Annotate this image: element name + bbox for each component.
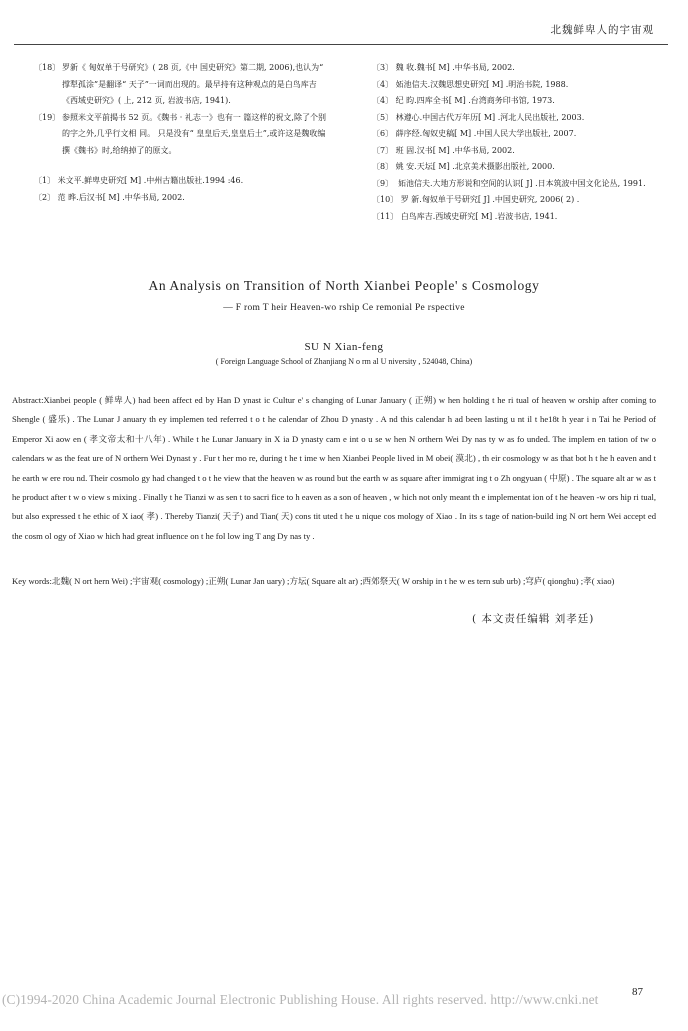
reference-text: 妬池信夫.汉魏思想史研究[ M] .明治书院, 1988. [395, 79, 569, 89]
reference-item [372, 192, 662, 209]
spacer [34, 159, 332, 173]
left-column [34, 60, 332, 206]
reference-text: 林遵心.中国古代万年历[ M] .河北人民出版社, 2003. [395, 112, 585, 122]
reference-number: 〔9〕 [372, 178, 394, 188]
english-subtitle: — F rom T heir Heaven-wo rship Ce remonial Pe rspective [223, 303, 465, 313]
keywords-text: 北魏( N ort hern Wei) ;宇宙观( cosmology) ;正朔( Lunar Jan uary) ;方坛( Square alt ar) ;西郊祭天( W orship in t he w es tern sub urb) ;穹庐( qionghu) ;孝( xiao) [51, 576, 615, 586]
reference-item [372, 60, 662, 77]
reference-item [34, 173, 332, 190]
reference-item [372, 77, 662, 94]
reference-item [372, 126, 662, 143]
footnote-number: 〔18〕 [34, 63, 61, 72]
reference-number: 〔6〕 [372, 129, 394, 138]
footnote-text: 参照米文平前揭书 52 页。《魏书 · 礼志一》也有一 篇这样的祝文,除了个别的字之外,几乎行文相 同。 只是没有“ 皇皇后天,皇皇后土”,或许这是魏收编撰《魏书》时,给纳掉了的原文。 [62, 112, 326, 155]
english-title: An Analysis on Transition of North Xianbei People' s Cosmology [148, 278, 540, 293]
reference-item [372, 143, 662, 160]
footnote [34, 110, 332, 160]
keywords-label: Key words: [12, 576, 52, 586]
reference-text: 薛序经.匈奴史稿[ M] .中国人民大学出版社, 2007. [395, 129, 577, 138]
reference-number: 〔8〕 [372, 162, 394, 171]
abstract-text: Xianbei people ( 鲜卑人) had been affect ed by Han D ynast ic Cultur e' s changing of Lunar January ( 正朔) w hen holding t he ri tual of heaven w orship after coming to Shengle ( 盛乐) . The Lunar J anuary th ey implemen ted referred t o t he calendar of Zhou D ynasty . A nd this calendar h ad been lasting u nt il t he18t h year i n Tai he Period of Emperor Xi aow en ( 孝文帝太和十八年) . While t he Lunar January in X ia D ynasty cam e int o u se w hen N orthern Wei Dy nas ty w as fo unded. The implem en tation of tw o calendars w as the feat ure of N orthern Wei Dynast y . Fur t her mo re, during t he t ime w hen Xianbei People lived in M obei( 漠北) , th eir cosmology w as that bot h t he h eaven and t he earth w ere rou nd. Their cosmolo gy had changed t o t he view that the heaven w as round but the earth w as square after immigrat ing t o Zh ongyuan ( 中原) . The square alt ar w as t he product after t w o view s mixing . Finally t he Tianzi w as sen t to sacri fice to h eaven as a son of heaven , w hich not only meant th e implementat ion of t he heaven -w ors hip ri tual, but also expressed t he ethic of X iao( 孝) . Thereby Tianzi( 天子) and Tian( 天) cons tit uted t he u nique cos mology of Xiao . In its s tage of nation-build ing N ort hern Wei accept ed the cosm ol ogy of Xiao w hich had great influence on t he fol low ing T ang Dy nas ty . [12, 395, 656, 541]
copyright-watermark: (C)1994-2020 China Academic Journal Electronic Publishing House. All rights reserved. http://www.cnki.net [2, 992, 599, 1007]
abstract [12, 391, 656, 546]
author-name: SU N Xian-feng [304, 341, 384, 353]
reference-text: 纪 昀.四库全书[ M] .台湾商务印书馆, 1973. [395, 96, 555, 105]
reference-number: 〔4〕 [372, 79, 394, 89]
responsible-editor: ( 本文责任编辑 刘孝廷) [472, 613, 595, 625]
running-head: 北魏鲜卑人的宇宙观 [550, 24, 654, 36]
reference-item [34, 190, 332, 207]
author-affiliation: ( Foreign Language School of Zhanjiang N o rm al U niversity , 524048, China) [215, 357, 473, 366]
reference-number: 〔3〕 [372, 63, 394, 72]
reference-item [372, 176, 662, 193]
reference-number: 〔2〕 [34, 192, 56, 202]
reference-item [372, 209, 662, 226]
reference-text: 范 晔.后汉书[ M] .中华书局, 2002. [57, 192, 185, 202]
reference-text: 白鸟库吉.西域史研究[ M] .岩波书店, 1941. [400, 211, 558, 221]
reference-text: 妬池信夫.大地方形说和空间的认识[ J] .日本筑波中国文化论丛, 1991. [398, 178, 646, 188]
footnote-number: 〔19〕 [34, 112, 61, 122]
reference-text: 罗 新.匈奴单于号研究[ J] .中国史研究, 2006( 2) . [400, 195, 580, 204]
keywords [12, 572, 656, 591]
reference-item [372, 159, 662, 176]
abstract-label: Abstract: [12, 395, 44, 405]
reference-text: 魏 收.魏书[ M] .中华书局, 2002. [395, 63, 515, 72]
reference-text: 米文平.鲜卑史研究[ M] .中州古籍出版社.1994 :46. [57, 176, 244, 185]
reference-number: 〔7〕 [372, 145, 394, 155]
page-number: 87 [632, 986, 643, 998]
reference-number: 〔10〕 [372, 195, 399, 204]
reference-item [372, 110, 662, 127]
reference-number: 〔1〕 [34, 176, 56, 185]
header-rule [14, 44, 668, 45]
reference-number: 〔5〕 [372, 112, 394, 122]
reference-text: 班 固.汉书[ M] .中华书局, 2002. [395, 145, 515, 155]
reference-text: 姚 安.天坛[ M] .北京美术摄影出版社, 2000. [395, 162, 555, 171]
footnote [34, 60, 332, 110]
reference-item [372, 93, 662, 110]
reference-number: 〔4〕 [372, 96, 394, 105]
right-column [372, 60, 662, 225]
footnote-text: 罗新《 匈奴单于号研究》( 28 页,《中 国史研究》第二期, 2006),也认为“ 撑犁孤涂”是翻译“ 天子”一词而出现的。最早持有这种观点的是白鸟库吉《西域史研究》( 上, 212 页, 岩波书店, 1941). [62, 63, 324, 105]
reference-number: 〔11〕 [372, 211, 399, 221]
